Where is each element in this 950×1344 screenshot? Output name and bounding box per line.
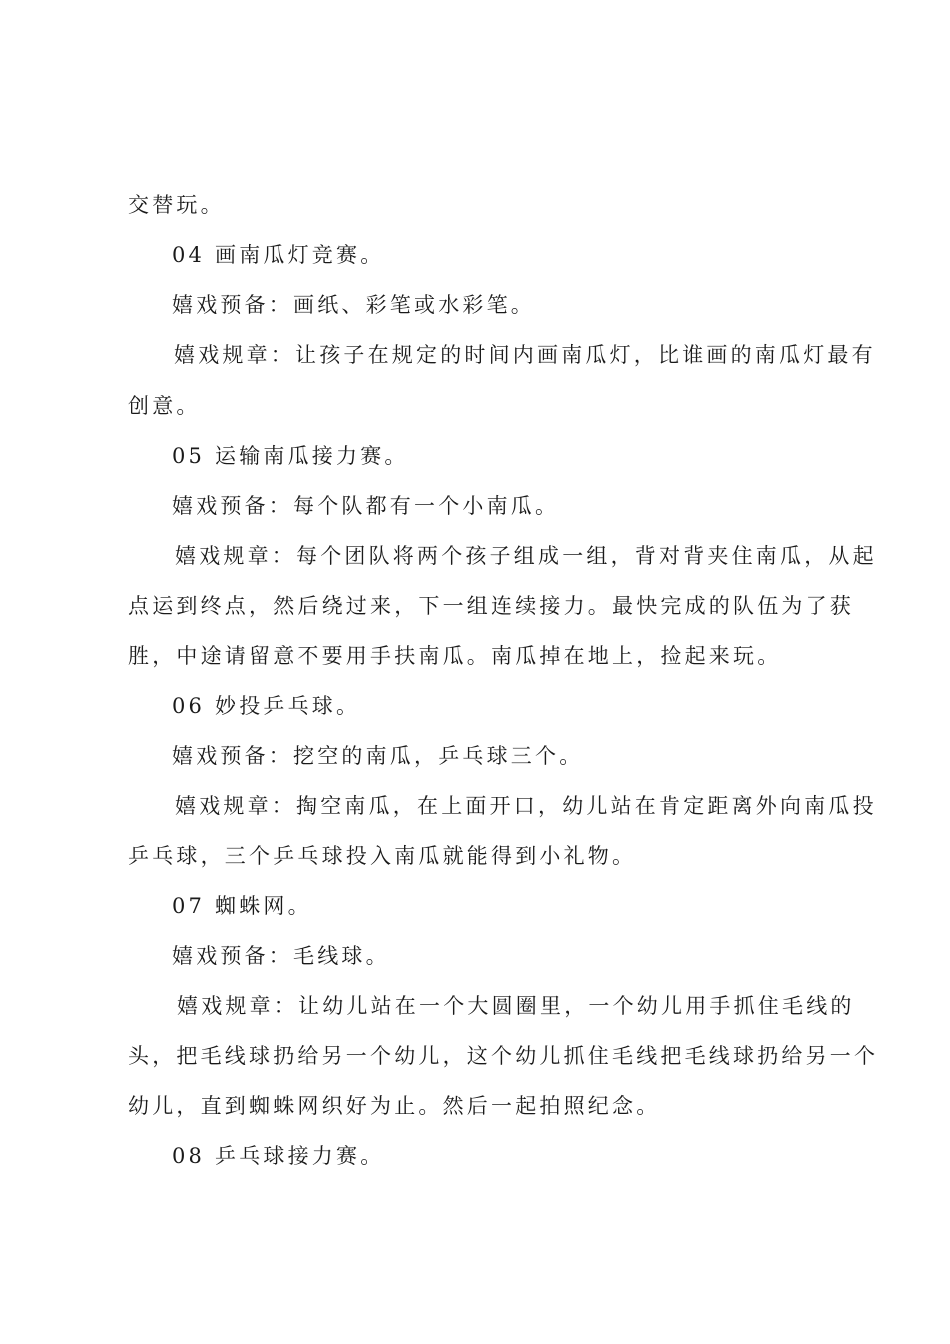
section-heading-08: 08 乒乓球接力赛。 [172, 1144, 385, 1168]
text-line-continuation: 交替玩。 [128, 193, 225, 217]
game-preparation-05: 嬉戏预备：每个队都有一个小南瓜。 [172, 494, 560, 518]
game-rules-07-line-3: 幼儿，直到蜘蛛网织好为止。然后一起拍照纪念。 [128, 1094, 661, 1118]
game-preparation-07: 嬉戏预备：毛线球。 [172, 944, 390, 968]
game-rules-06-line-2: 乒乓球，三个乒乓球投入南瓜就能得到小礼物。 [128, 844, 637, 868]
game-rules-05-line-1: 嬉戏规章：每个团队将两个孩子组成一组，背对背夹住南瓜，从起 [175, 544, 877, 568]
game-rules-07-line-2: 头，把毛线球扔给另一个幼儿，这个幼儿抓住毛线把毛线球扔给另一个 [128, 1044, 879, 1068]
section-heading-07: 07 蜘蛛网。 [172, 894, 312, 918]
game-rules-06-line-1: 嬉戏规章：掏空南瓜，在上面开口，幼儿站在肯定距离外向南瓜投 [175, 794, 877, 818]
game-rules-05-line-3: 胜，中途请留意不要用手扶南瓜。南瓜掉在地上，捡起来玩。 [128, 644, 782, 668]
game-preparation-04: 嬉戏预备：画纸、彩笔或水彩笔。 [172, 293, 535, 317]
section-heading-05: 05 运输南瓜接力赛。 [172, 444, 409, 468]
section-heading-06: 06 妙投乒乓球。 [172, 694, 361, 718]
game-preparation-06: 嬉戏预备：挖空的南瓜，乒乓球三个。 [172, 744, 584, 768]
game-rules-07-line-1: 嬉戏规章：让幼儿站在一个大圆圈里，一个幼儿用手抓住毛线的 [177, 994, 855, 1018]
section-heading-04: 04 画南瓜灯竞赛。 [172, 243, 385, 267]
game-rules-04-line-1: 嬉戏规章：让孩子在规定的时间内画南瓜灯，比谁画的南瓜灯最有 [174, 343, 876, 367]
game-rules-05-line-2: 点运到终点，然后绕过来，下一组连续接力。最快完成的队伍为了获 [128, 594, 854, 618]
game-rules-04-line-2: 创意。 [128, 394, 201, 418]
